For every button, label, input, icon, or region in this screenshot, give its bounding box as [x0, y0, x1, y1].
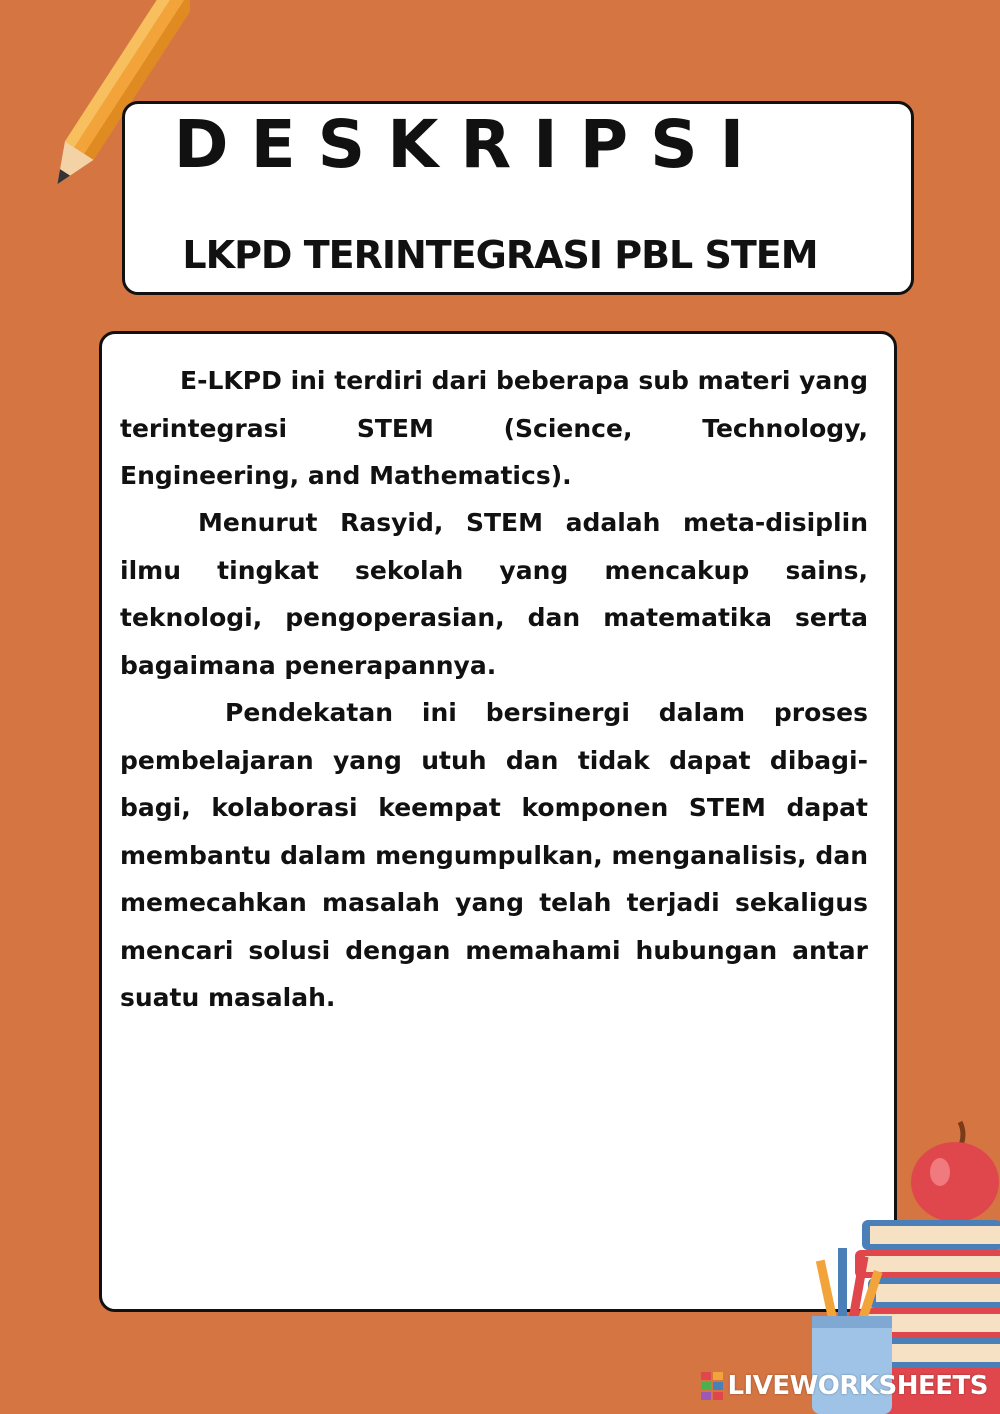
paragraph-intro: E-LKPD ini terdiri dari beberapa sub materi yang terintegrasi STEM (Science, Technology, Engineering, and Mathematics). — [120, 366, 868, 490]
liveworksheets-logo-icon — [701, 1372, 723, 1400]
paragraph-approach: Pendekatan ini bersinergi dalam proses pembelajaran yang utuh dan tidak dapat dibagi-bagi, kolaborasi keempat komponen STEM dapat membantu dalam mengumpulkan, menganalisis, dan memecahkan masalah yang telah terjadi sekaligus mencari solusi dengan memahami hubungan antar suatu masalah. — [120, 698, 868, 1012]
paragraph-definition: Menurut Rasyid, STEM adalah meta-disiplin ilmu tingkat sekolah yang mencakup sains, teknologi, pengoperasian, dan matematika serta bagaimana penerapannya. — [120, 508, 868, 680]
page-title: DESKRIPSI — [173, 106, 767, 183]
page-subtitle: LKPD TERINTEGRASI PBL STEM — [182, 233, 818, 277]
liveworksheets-brand-text: LIVEWORKSHEETS — [727, 1371, 988, 1401]
liveworksheets-watermark — [701, 1372, 988, 1400]
books-apple-decoration-icon — [800, 1120, 1000, 1414]
